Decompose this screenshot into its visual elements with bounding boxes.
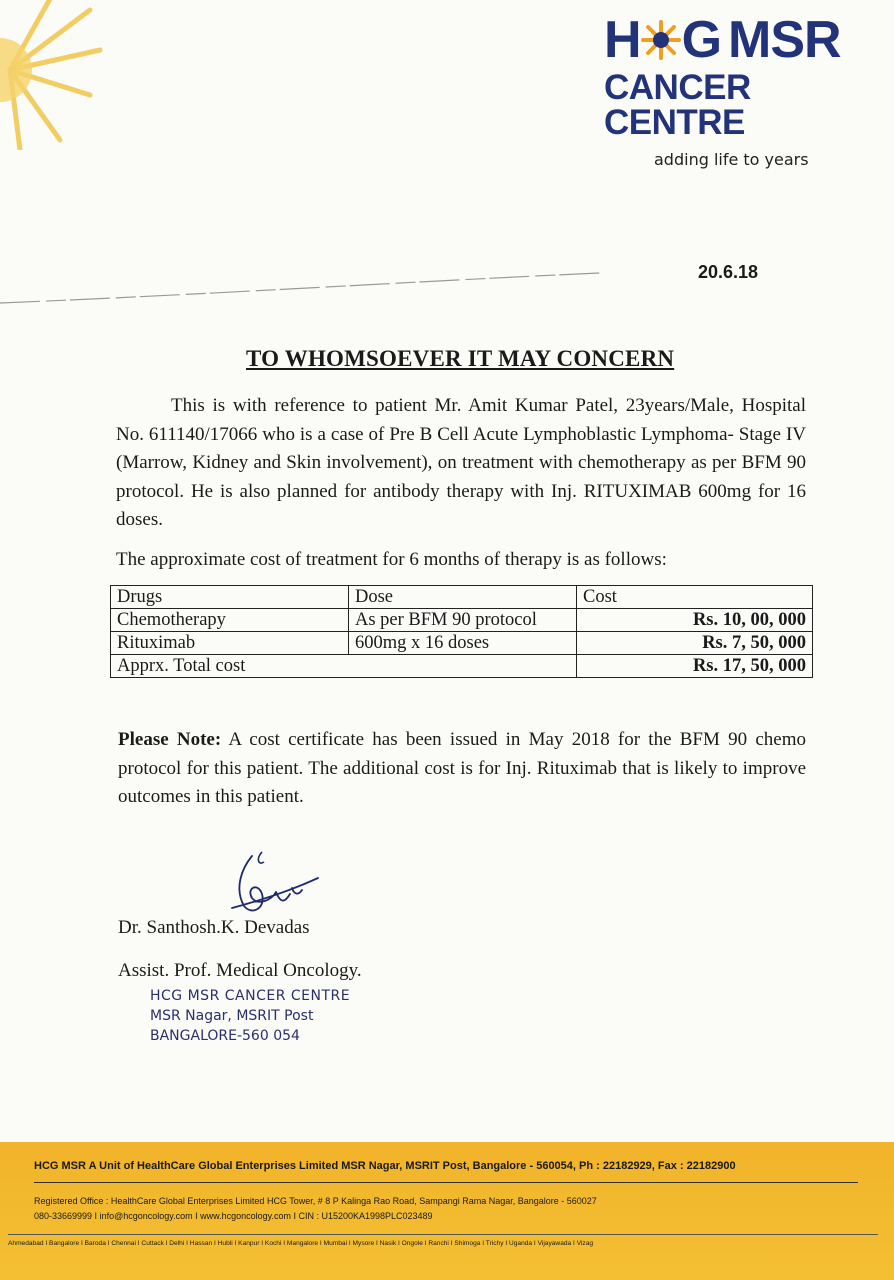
sun-decoration-icon: [0, 0, 110, 150]
footer-registered-office: Registered Office : HealthCare Global Enterprises Limited HCG Tower, # 8 P Kalinga Rao Road, Sampangi Rama Nagar, Bangalore - 560027: [34, 1196, 597, 1206]
logo-h: H: [604, 11, 640, 69]
letter-paragraph-1: This is with reference to patient Mr. Amit Kumar Patel, 23years/Male, Hospital No. 611140/17066 who is a case of Pre B Cell Acute Lymphoblastic Lymphoma- Stage IV (Marrow, Kidney and Skin involvement), on treatment with chemotherapy as per BFM 90 protocol. He is also planned for antibody therapy with Inj. RITUXIMAB 600mg for 16 doses.: [116, 395, 806, 530]
total-cost: Rs. 17, 50, 000: [577, 655, 813, 678]
header-dose: Dose: [349, 586, 577, 609]
logo-centre-name: CANCER CENTRE: [604, 68, 751, 142]
stamp-line-2: MSR Nagar, MSRIT Post: [150, 1008, 314, 1024]
table-row: [111, 609, 813, 632]
handwritten-signature: [222, 848, 322, 920]
letter-date: 20.6.18: [698, 262, 759, 282]
table-row: [111, 632, 813, 655]
paper-fold-line: [0, 255, 894, 315]
row-cost: Rs. 10, 00, 000: [577, 609, 813, 632]
cost-table: [110, 585, 813, 678]
doctor-name: Dr. Santhosh.K. Devadas: [118, 917, 310, 938]
hospital-stamp: [150, 986, 350, 1046]
row-drug: Chemotherapy: [111, 609, 349, 632]
stamp-line-1: HCG MSR CANCER CENTRE: [150, 988, 351, 1004]
letter-paragraph-2: The approximate cost of treatment for 6 months of therapy is as follows:: [116, 549, 667, 570]
row-cost: Rs. 7, 50, 000: [577, 632, 813, 655]
footer-divider: [34, 1182, 858, 1183]
row-dose: As per BFM 90 protocol: [349, 609, 577, 632]
header-cost: Cost: [577, 586, 813, 609]
stamp-line-3: BANGALORE-560 054: [150, 1028, 300, 1044]
logo-star-icon: [641, 20, 681, 60]
note-text: A cost certificate has been issued in May 2018 for the BFM 90 chemo protocol for this patient. The additional cost is for Inj. Rituximab that is likely to improve outcomes in this patient.: [118, 729, 806, 807]
header-drugs: Drugs: [111, 586, 349, 609]
hcg-msr-logo: [604, 11, 864, 169]
note-label: Please Note:: [118, 729, 222, 750]
please-note: [118, 726, 806, 812]
table-total-row: [111, 655, 813, 678]
table-header-row: [111, 586, 813, 609]
footer-cities: Ahmedabad I Bangalore I Baroda I Chennai I Cuttack I Delhi I Hassan I Hubli I Kanpur I Kochi I Mangalore I Mumbai I Mysore I Nasik I Ongole I Ranchi I Shimoga I Trichy I Uganda I Vijayawada I Vizag: [8, 1240, 594, 1247]
logo-g: G: [681, 11, 721, 69]
total-label: Apprx. Total cost: [111, 655, 577, 678]
footer-divider-2: [8, 1234, 878, 1235]
logo-hcg-wordmark: [604, 11, 721, 69]
footer-address: HCG MSR A Unit of HealthCare Global Enterprises Limited MSR Nagar, MSRIT Post, Bangalore - 560054, Ph : 22182929, Fax : 22182900: [34, 1160, 736, 1172]
footer-contact: 080-33669999 I info@hcgoncology.com I www.hcgoncology.com I CIN : U15200KA1998PLC023489: [34, 1211, 433, 1221]
letter-title: TO WHOMSOEVER IT MAY CONCERN: [246, 346, 675, 371]
letterhead-footer: [0, 1142, 894, 1280]
logo-msr-wordmark: MSR: [728, 11, 841, 69]
row-drug: Rituximab: [111, 632, 349, 655]
logo-tagline: adding life to years: [654, 150, 809, 169]
doctor-designation: Assist. Prof. Medical Oncology.: [118, 960, 362, 981]
row-dose: 600mg x 16 doses: [349, 632, 577, 655]
